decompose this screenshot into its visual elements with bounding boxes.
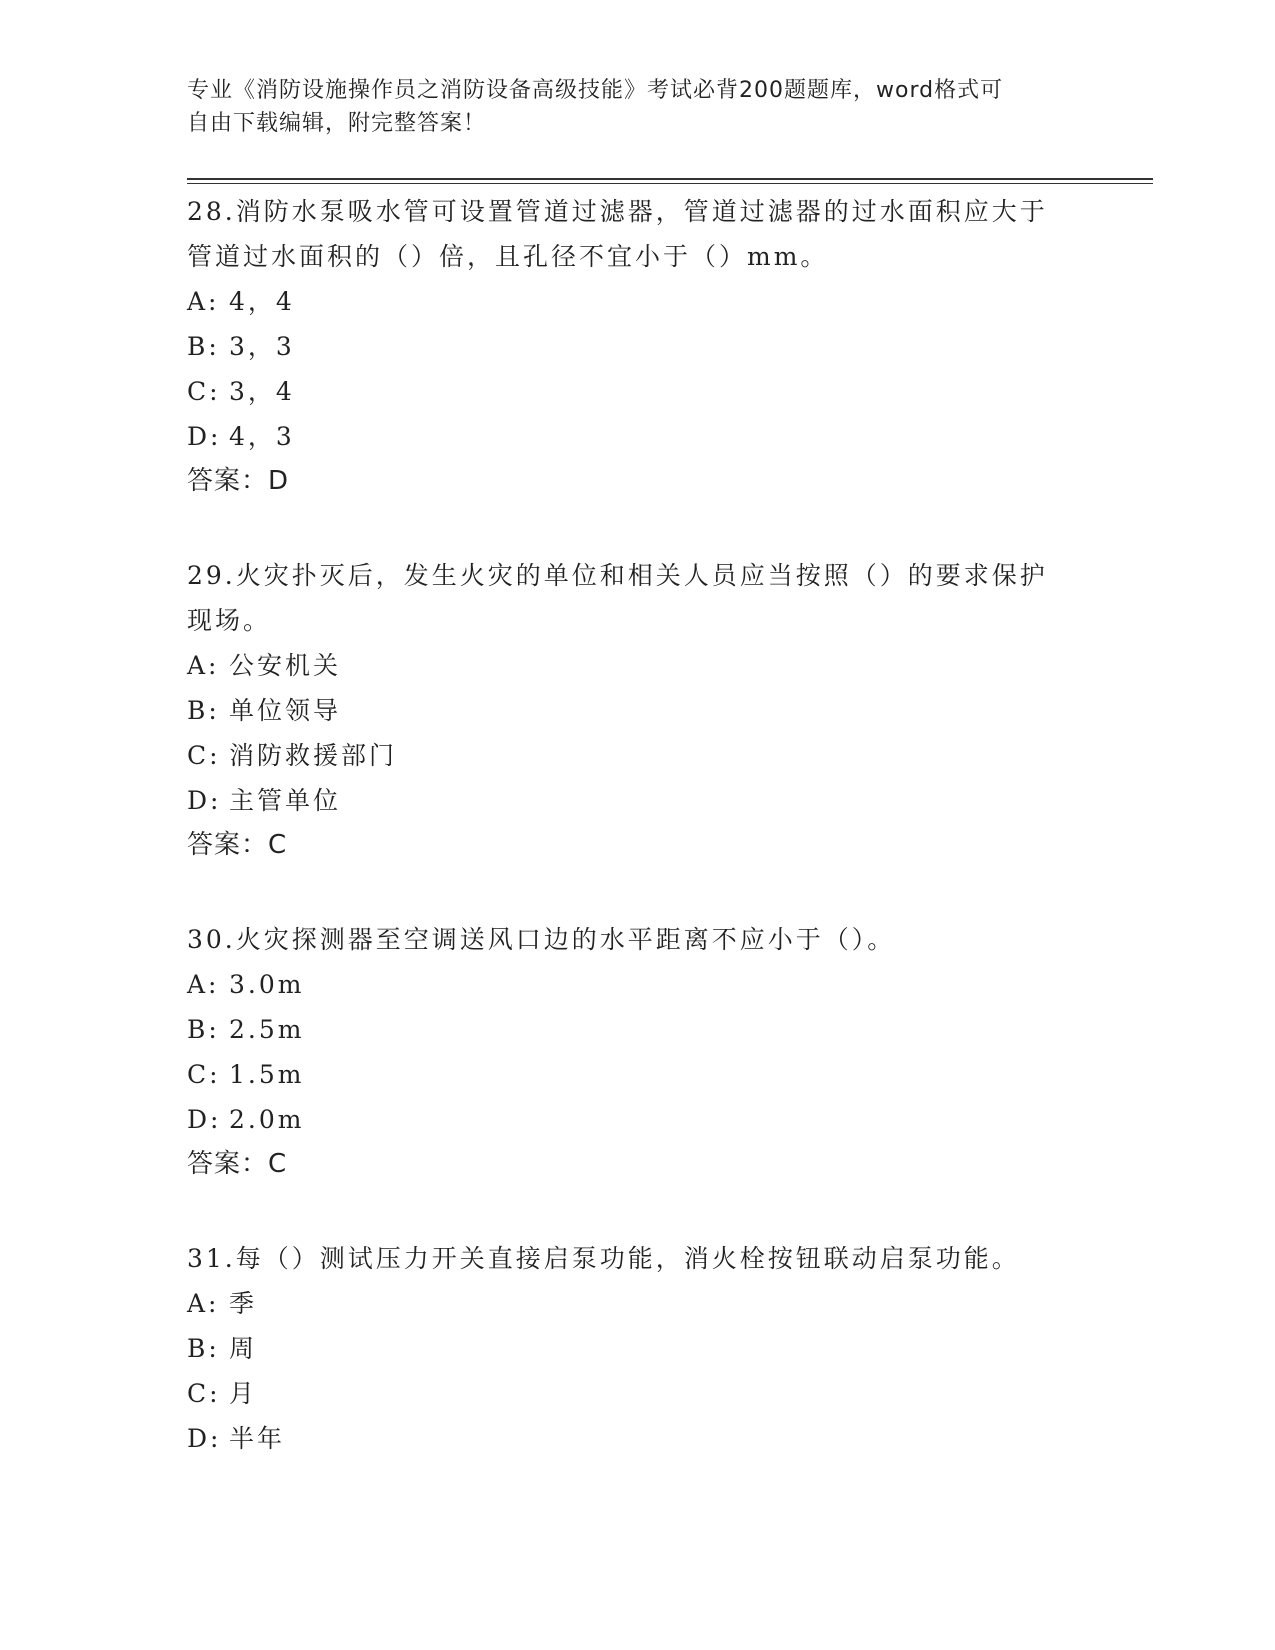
option-label: C: <box>187 377 221 406</box>
option-label: B: <box>187 332 220 361</box>
option-text: 3，4 <box>229 377 295 406</box>
question-stem-line-1: 31.每（）测试压力开关直接启泵功能，消火栓按钮联动启泵功能。 <box>187 1244 1020 1273</box>
option-a <box>187 279 1077 324</box>
question-stem-line-1: 29.火灾扑灭后，发生火灾的单位和相关人员应当按照（）的要求保护 <box>187 561 1048 590</box>
question-stem <box>187 917 1077 962</box>
option-text: 公安机关 <box>229 651 342 680</box>
option-c <box>187 733 1077 778</box>
document-header <box>187 74 1067 140</box>
option-a <box>187 643 1077 688</box>
option-c <box>187 1052 1077 1097</box>
option-label: D: <box>187 786 222 815</box>
option-text: 半年 <box>229 1424 286 1453</box>
option-text: 4，3 <box>229 422 295 451</box>
question-31 <box>187 1236 1077 1461</box>
option-label: C: <box>187 741 221 770</box>
option-text: 消防救援部门 <box>229 741 398 770</box>
header-line-2: 自由下载编辑，附完整答案！ <box>187 111 487 136</box>
option-text: 2.0m <box>229 1105 305 1134</box>
option-d <box>187 1097 1077 1142</box>
answer-line: 答案：D <box>187 466 290 496</box>
question-stem <box>187 1236 1077 1281</box>
option-text: 1.5m <box>229 1060 305 1089</box>
option-label: A: <box>187 287 220 316</box>
option-c <box>187 1371 1077 1416</box>
option-label: A: <box>187 651 220 680</box>
header-divider-top <box>187 178 1153 180</box>
option-b <box>187 324 1077 369</box>
question-stem-line-1: 28.消防水泵吸水管可设置管道过滤器，管道过滤器的过水面积应大于 <box>187 197 1048 226</box>
option-text: 周 <box>229 1334 258 1363</box>
option-c <box>187 369 1077 414</box>
question-stem <box>187 553 1077 643</box>
question-29 <box>187 553 1077 868</box>
option-text: 3，3 <box>229 332 295 361</box>
answer-line: 答案：C <box>187 1149 288 1179</box>
option-label: D: <box>187 1105 222 1134</box>
option-label: C: <box>187 1379 221 1408</box>
question-28 <box>187 189 1077 504</box>
option-a <box>187 962 1077 1007</box>
question-stem-line-2: 现场。 <box>187 606 272 635</box>
question-stem-line-2: 管道过水面积的（）倍，且孔径不宜小于（）mm。 <box>187 242 829 271</box>
option-label: D: <box>187 422 222 451</box>
header-divider-bottom <box>187 183 1153 184</box>
option-b <box>187 688 1077 733</box>
option-text: 3.0m <box>229 970 305 999</box>
option-label: B: <box>187 696 220 725</box>
option-b <box>187 1007 1077 1052</box>
question-stem-line-1: 30.火灾探测器至空调送风口边的水平距离不应小于（）。 <box>187 925 896 954</box>
option-text: 月 <box>229 1379 258 1408</box>
option-d <box>187 778 1077 823</box>
option-label: A: <box>187 970 220 999</box>
header-line-1: 专业《消防设施操作员之消防设备高级技能》考试必背200题题库，word格式可 <box>187 78 1004 103</box>
option-d <box>187 414 1077 459</box>
option-text: 2.5m <box>229 1015 305 1044</box>
option-a <box>187 1281 1077 1326</box>
option-label: C: <box>187 1060 221 1089</box>
option-text: 主管单位 <box>229 786 342 815</box>
question-stem <box>187 189 1077 279</box>
question-30 <box>187 917 1077 1187</box>
option-b <box>187 1326 1077 1371</box>
option-text: 季 <box>229 1289 258 1318</box>
option-label: D: <box>187 1424 222 1453</box>
option-text: 4，4 <box>229 287 295 316</box>
option-text: 单位领导 <box>229 696 342 725</box>
answer-line: 答案：C <box>187 830 288 860</box>
option-label: B: <box>187 1015 220 1044</box>
option-label: A: <box>187 1289 220 1318</box>
option-label: B: <box>187 1334 220 1363</box>
option-d <box>187 1416 1077 1461</box>
